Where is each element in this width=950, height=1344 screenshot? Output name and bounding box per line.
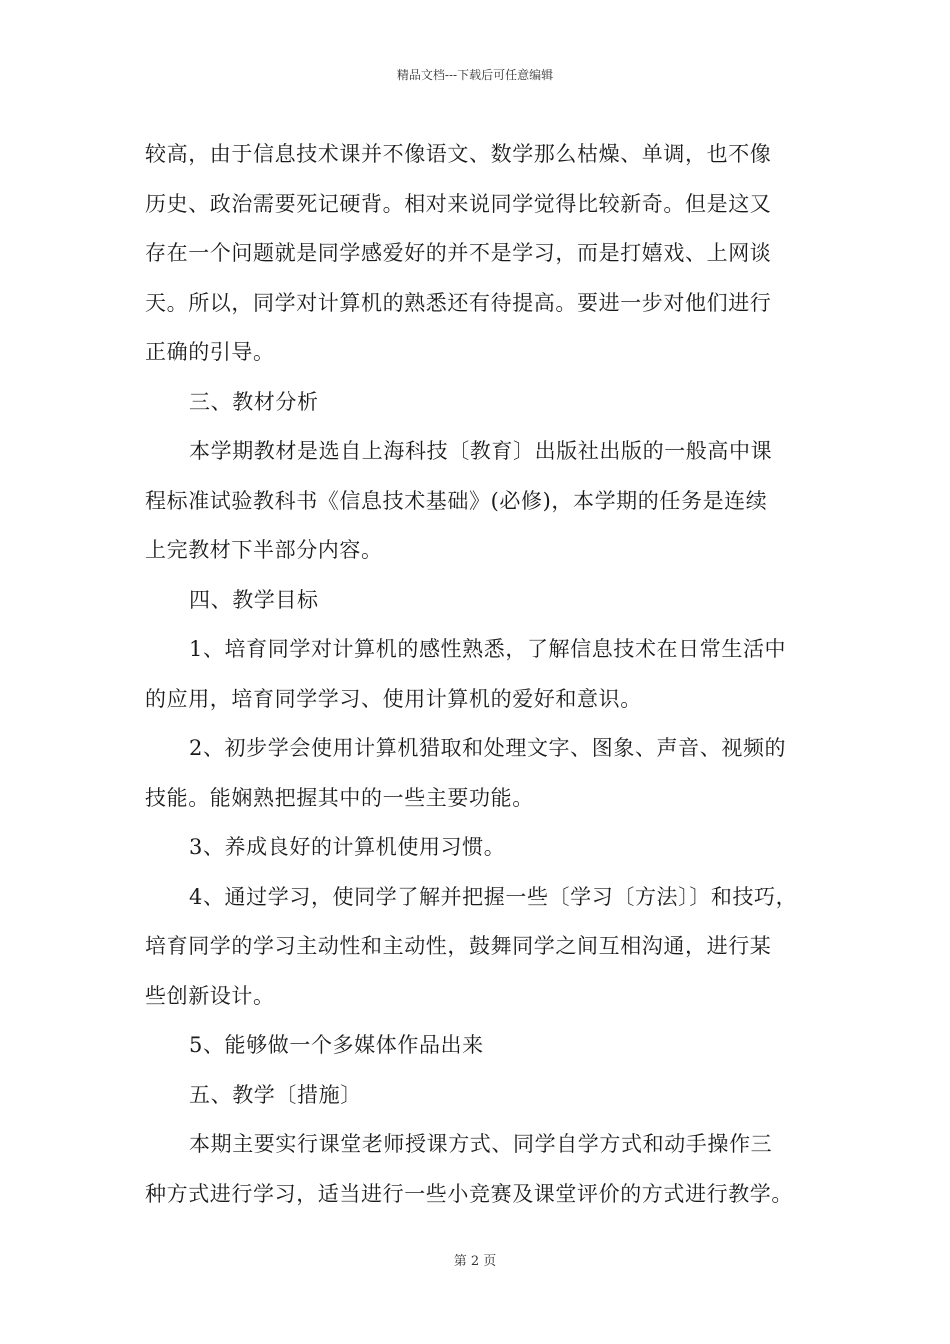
text-line: 本期主要实行课堂老师授课方式、同学自学方式和动手操作三 bbox=[189, 1132, 773, 1156]
section-heading: 四、教学目标 bbox=[189, 587, 319, 612]
text-line: 本学期教材是选自上海科技〔教育〕出版社出版的一般高中课 bbox=[189, 439, 773, 463]
text-line: 存在一个问题就是同学感爱好的并不是学习，而是打嬉戏、上网谈 bbox=[145, 241, 772, 265]
list-item: 1、培育同学对计算机的感性熟悉，了解信息技术在日常生活中 bbox=[189, 637, 787, 661]
text-line: 技能。能娴熟把握其中的一些主要功能。 bbox=[145, 785, 534, 810]
list-item: 4、通过学习，使同学了解并把握一些〔学习〔方法〕〕和技巧， bbox=[189, 884, 798, 909]
text-line: 上完教材下半部分内容。 bbox=[145, 538, 383, 562]
text-line: 较高，由于信息技术课并不像语文、数学那么枯燥、单调，也不像 bbox=[145, 142, 772, 166]
page-number: 第 2 页 bbox=[453, 1254, 497, 1269]
list-item: 5、能够做一个多媒体作品出来 bbox=[189, 1033, 484, 1057]
text-line: 天。所以，同学对计算机的熟悉还有待提高。要进一步对他们进行 bbox=[145, 290, 772, 315]
text-line: 正确的引导。 bbox=[145, 340, 275, 364]
list-item: 2、初步学会使用计算机猎取和处理文字、图象、声音、视频的 bbox=[189, 736, 787, 760]
document-body bbox=[145, 130, 815, 1219]
section-heading: 三、教材分析 bbox=[189, 389, 319, 414]
text-line: 的应用，培育同学学习、使用计算机的爱好和意识。 bbox=[145, 686, 642, 711]
page-header: 精品文档---下载后可任意编辑 bbox=[396, 68, 554, 82]
list-item: 3、养成良好的计算机使用习惯。 bbox=[189, 835, 506, 859]
text-line: 培育同学的学习主动性和主动性，鼓舞同学之间互相沟通，进行某 bbox=[145, 934, 772, 958]
text-line: 种方式进行学习，适当进行一些小竞赛及课堂评价的方式进行教学。 bbox=[145, 1181, 793, 1206]
text-line: 些创新设计。 bbox=[145, 983, 275, 1008]
text-line: 历史、政治需要死记硬背。相对来说同学觉得比较新奇。但是这又 bbox=[145, 191, 772, 216]
section-heading: 五、教学〔措施〕 bbox=[189, 1082, 362, 1107]
text-line: 程标准试验教科书《信息技术基础》(必修)，本学期的任务是连续 bbox=[145, 488, 768, 513]
